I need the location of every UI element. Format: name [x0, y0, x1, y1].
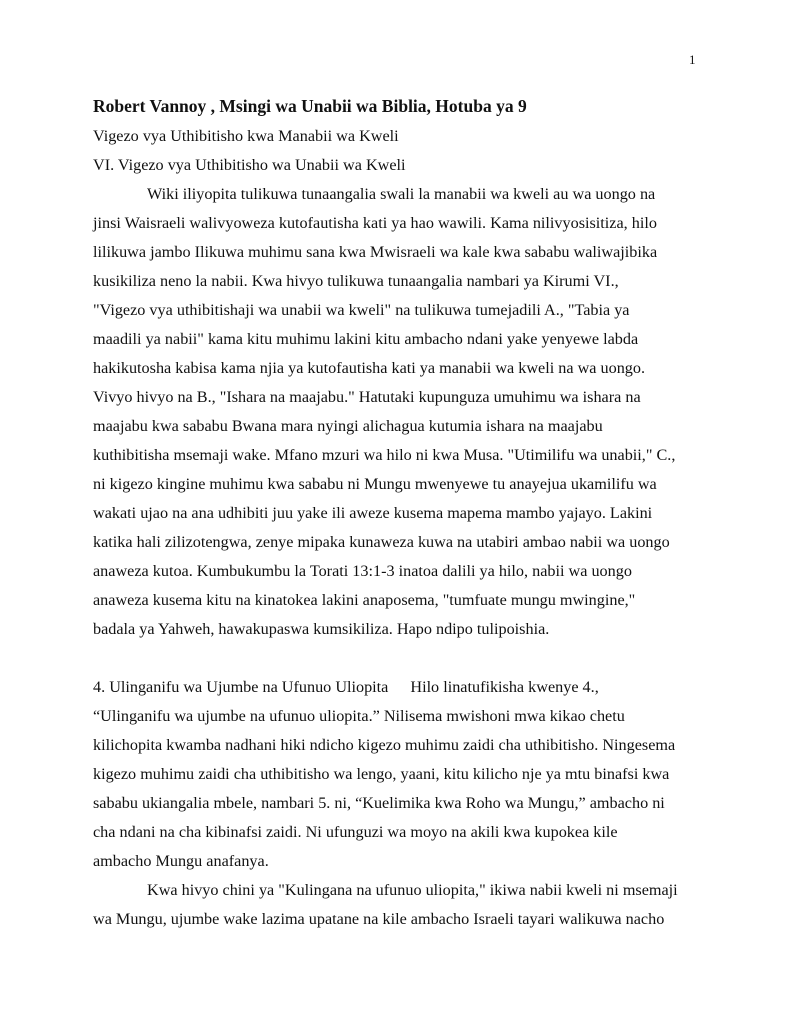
- paragraph-2: [93, 673, 705, 876]
- paragraph-line: cha ndani na cha kibinafsi zaidi. Ni ufunguzi wa moyo na akili kwa kupokea kile: [93, 823, 618, 841]
- paragraph-line: maajabu kwa sababu Bwana mara nyingi alichagua kutumia ishara na maajabu: [93, 417, 603, 435]
- paragraph-line: kuthibitisha msemaji wake. Mfano mzuri wa hilo ni kwa Musa. "Utimilifu wa unabii," C.,: [93, 446, 676, 464]
- paragraph-line: “Ulinganifu wa ujumbe na ufunuo uliopita.” Nilisema mwishoni mwa kikao chetu: [93, 707, 625, 725]
- paragraph-3: [93, 876, 705, 934]
- document-title: Robert Vannoy , Msingi wa Unabii wa Biblia, Hotuba ya 9: [93, 96, 527, 116]
- paragraph-line: [93, 673, 705, 702]
- paragraph-line: sababu ukiangalia mbele, nambari 5. ni, “Kuelimika kwa Roho wa Mungu,” ambacho ni: [93, 794, 665, 812]
- paragraph-line: ni kigezo kingine muhimu kwa sababu ni Mungu mwenyewe tu anayejua ukamilifu wa: [93, 475, 657, 493]
- paragraph-1: [93, 180, 705, 644]
- subsection-intro: Hilo linatufikisha kwenye 4.,: [410, 678, 599, 696]
- paragraph-line: hakikutosha kabisa kama njia ya kutofautisha kati ya manabii wa kweli na wa uongo.: [93, 359, 646, 377]
- subsection-heading: 4. Ulinganifu wa Ujumbe na Ufunuo Uliopita: [93, 678, 389, 696]
- paragraph-line: kusikiliza neno la nabii. Kwa hivyo tulikuwa tunaangalia nambari ya Kirumi VI.,: [93, 272, 619, 290]
- paragraph-line: maadili ya nabii" kama kitu muhimu lakini kitu ambacho ndani yake yenyewe labda: [93, 330, 639, 348]
- paragraph-line: katika hali zilizotengwa, zenye mipaka kunaweza kuwa na utabiri ambao nabii wa uongo: [93, 533, 670, 551]
- paragraph-line: wakati ujao na ana udhibiti juu yake ili aweze kusema mapema mambo yajayo. Lakini: [93, 504, 653, 522]
- paragraph-line: "Vigezo vya uthibitishaji wa unabii wa kweli" na tulikuwa tumejadili A., "Tabia ya: [93, 301, 630, 319]
- document-body: [93, 94, 705, 934]
- section-heading: VI. Vigezo vya Uthibitisho wa Unabii wa Kweli: [93, 156, 406, 174]
- paragraph-line: anaweza kutoa. Kumbukumbu la Torati 13:1-3 inatoa dalili ya hilo, nabii wa uongo: [93, 562, 632, 580]
- paragraph-line: jinsi Waisraeli walivyoweza kutofautisha kati ya hao wawili. Kama nilivyosisitiza, hilo: [93, 214, 657, 232]
- paragraph-line: Vivyo hivyo na B., "Ishara na maajabu." Hatutaki kupunguza umuhimu wa ishara na: [93, 388, 641, 406]
- paragraph-line: lilikuwa jambo Ilikuwa muhimu sana kwa Mwisraeli wa kale kwa sababu waliwajibika: [93, 243, 658, 261]
- paragraph-line: kigezo muhimu zaidi cha uthibitisho wa lengo, yaani, kitu kilicho nje ya mtu binafsi kwa: [93, 765, 670, 783]
- paragraph-line: wa Mungu, ujumbe wake lazima upatane na kile ambacho Israeli tayari walikuwa nacho: [93, 910, 665, 928]
- paragraph-line: badala ya Yahweh, hawakupaswa kumsikiliza. Hapo ndipo tulipoishia.: [93, 620, 550, 638]
- paragraph-line: kilichopita kwamba nadhani hiki ndicho kigezo muhimu zaidi cha uthibitisho. Ningesema: [93, 736, 676, 754]
- page-number: 1: [689, 52, 696, 67]
- paragraph-spacer: [93, 644, 705, 673]
- paragraph-line: anaweza kusema kitu na kinatokea lakini anaposema, "tumfuate mungu mwingine,": [93, 591, 636, 609]
- paragraph-line: ambacho Mungu anafanya.: [93, 852, 269, 870]
- paragraph-line: Wiki iliyopita tulikuwa tunaangalia swali la manabii wa kweli au wa uongo na: [147, 185, 656, 203]
- paragraph-line: Kwa hivyo chini ya "Kulingana na ufunuo uliopita," ikiwa nabii kweli ni msemaji: [147, 881, 678, 899]
- document-subtitle: Vigezo vya Uthibitisho kwa Manabii wa Kweli: [93, 127, 399, 145]
